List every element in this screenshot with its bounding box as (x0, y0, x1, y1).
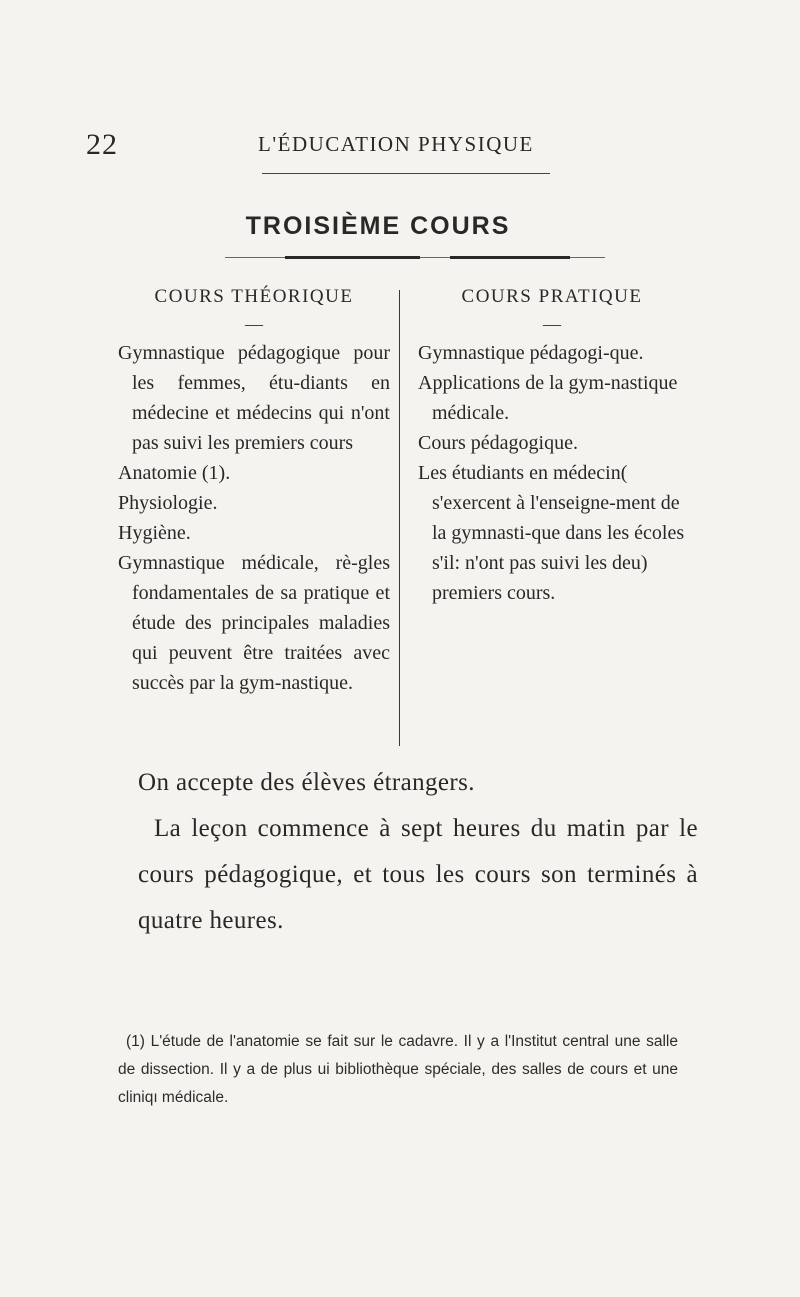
list-item: Cours pédagogique. (418, 432, 578, 454)
practical-course-column (418, 282, 686, 608)
header-rule (262, 173, 550, 174)
theoretical-course-column (118, 282, 390, 698)
paragraph: La leçon commence à sept heures du matin par le cours pédagogique, et tous les cours son terminés à quatre heures. (138, 815, 698, 934)
running-title: L'ÉDUCATION PHYSIQUE (258, 132, 534, 156)
practical-course-heading: COURS PRATIQUE (461, 286, 643, 307)
title-ornament-rule (225, 255, 605, 259)
list-item: Gymnastique pédagogique pour les femmes, étu-diants en médecine et médecins qui n'ont pas suivi les premiers cours (118, 342, 390, 454)
list-item: Applications de la gym-nastique médicale. (418, 372, 678, 424)
list-item: Anatomie (1). (118, 462, 231, 484)
heading-dash: — (245, 314, 263, 334)
theoretical-course-heading: COURS THÉORIQUE (154, 286, 354, 307)
column-divider (399, 290, 400, 746)
body-text (138, 760, 698, 944)
list-item: Gymnastique médicale, rè-gles fondamentales de sa pratique et étude des principales maladies qui peuvent être traitées avec succès par la gym-nastique. (118, 552, 390, 694)
section-title: TROISIÈME COURS (245, 212, 511, 240)
list-item: Physiologie. (118, 492, 218, 514)
paragraph: On accepte des élèves étrangers. (138, 769, 475, 796)
heading-dash: — (543, 314, 561, 334)
footnote: (1) L'étude de l'anatomie se fait sur le cadavre. Il y a l'Institut central une salle de dissection. Il y a de plus ui bibliothèque spéciale, des salles de cours et une cliniqı médicale. (118, 1033, 678, 1106)
list-item: Les étudiants en médecin( s'exercent à l'enseigne-ment de la gymnasti-que dans les écoles s'il: n'ont pas suivi les deu) premiers cours. (418, 462, 685, 604)
page-number: 22 (86, 128, 118, 161)
list-item: Hygiène. (118, 522, 191, 544)
list-item: Gymnastique pédagogi-que. (418, 342, 644, 364)
